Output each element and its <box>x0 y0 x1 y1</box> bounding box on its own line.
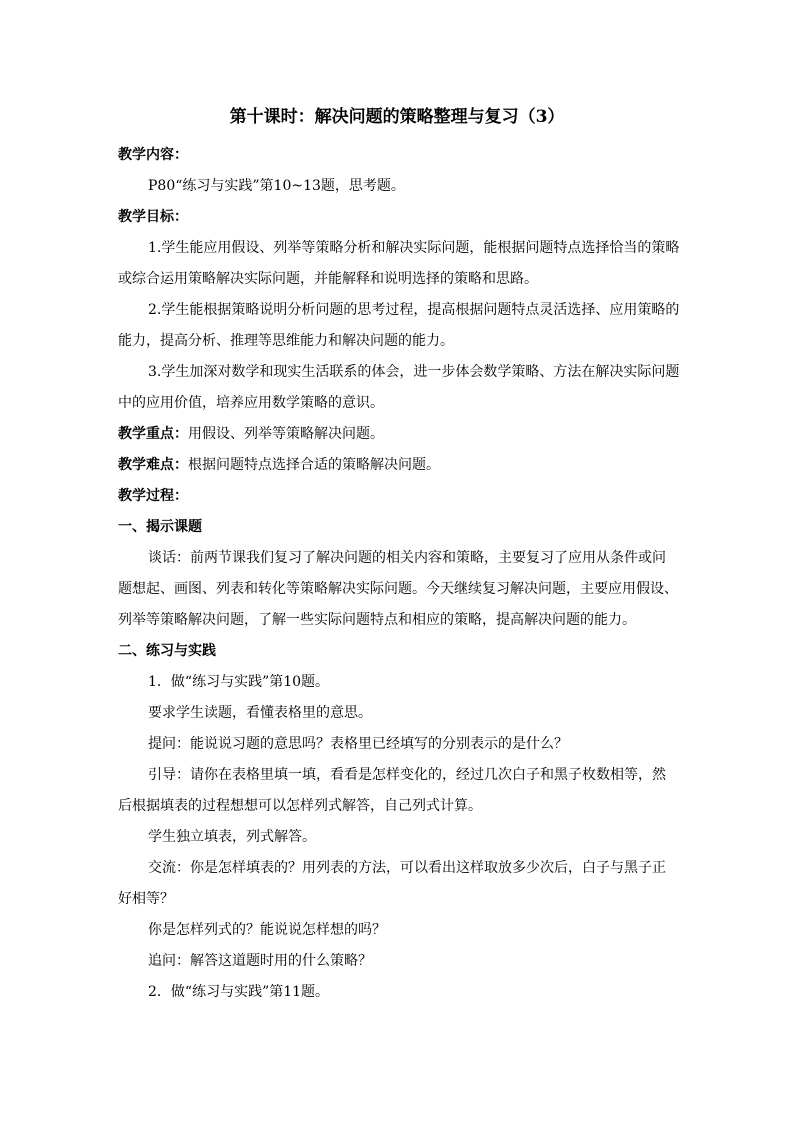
section2-heading: 二、练习与实践 <box>118 643 216 659</box>
difficult-point-text: 根据问题特点选择合适的策略解决问题。 <box>188 457 440 473</box>
item1-c1: 引导：请你在表格里填一填，看看是怎样变化的，经过几次白子和黑子枚数相等，然 <box>148 767 666 783</box>
difficult-point-label: 教学难点： <box>118 457 188 473</box>
item1-c2: 后根据填表的过程想想可以怎样列式解答，自己列式计算。 <box>118 798 482 814</box>
section1-line3: 列举等策略解决问题，了解一些实际问题特点和相应的策略，提高解决问题的能力。 <box>118 612 636 628</box>
goal1-line1: 1.学生能应用假设、列举等策略分析和解决实际问题，能根据问题特点选择恰当的策略 <box>148 240 680 256</box>
item1-d: 学生独立填表，列式解答。 <box>148 829 316 845</box>
item2: 2．做“练习与实践”第11题。 <box>148 984 330 1000</box>
item1-e2: 好相等？ <box>118 891 174 907</box>
section1-heading: 一、揭示课题 <box>118 519 202 535</box>
content-text: P80“练习与实践”第10~13题，思考题。 <box>148 178 405 194</box>
goal1-line2: 或综合运用策略解决实际问题，并能解释和说明选择的策略和思路。 <box>118 271 538 287</box>
goal2-line1: 2.学生能根据策略说明分析问题的思考过程，提高根据问题特点灵活选择、应用策略的 <box>148 302 680 318</box>
item1: 1．做“练习与实践”第10题。 <box>148 674 330 690</box>
process-heading: 教学过程： <box>118 488 188 504</box>
content-heading: 教学内容： <box>118 147 188 163</box>
page-title: 第十课时：解决问题的策略整理与复习（3） <box>229 107 565 127</box>
key-point-label: 教学重点： <box>118 426 188 442</box>
item1-b: 提问：能说说习题的意思吗？表格里已经填写的分别表示的是什么？ <box>148 736 568 752</box>
key-point-text: 用假设、列举等策略解决问题。 <box>188 426 384 442</box>
goal2-line2: 能力，提高分析、推理等思维能力和解决问题的能力。 <box>118 333 454 349</box>
section1-line2: 题想起、画图、列表和转化等策略解决实际问题。今天继续复习解决问题，主要应用假设、 <box>118 581 678 597</box>
item1-g: 追问：解答这道题时用的什么策略？ <box>148 953 372 969</box>
section1-line1: 谈话：前两节课我们复习了解决问题的相关内容和策略，主要复习了应用从条件或问 <box>148 550 666 566</box>
item1-a: 要求学生读题，看懂表格里的意思。 <box>148 705 372 721</box>
key-point <box>118 424 384 444</box>
item1-e1: 交流：你是怎样填表的？用列表的方法，可以看出这样取放多少次后，白子与黑子正 <box>148 860 666 876</box>
goals-heading: 教学目标： <box>118 209 188 225</box>
goal3-line2: 中的应用价值，培养应用数学策略的意识。 <box>118 395 384 411</box>
goal3-line1: 3.学生加深对数学和现实生活联系的体会，进一步体会数学策略、方法在解决实际问题 <box>148 364 680 380</box>
item1-f: 你是怎样列式的？能说说怎样想的吗？ <box>148 922 386 938</box>
difficult-point <box>118 455 440 475</box>
